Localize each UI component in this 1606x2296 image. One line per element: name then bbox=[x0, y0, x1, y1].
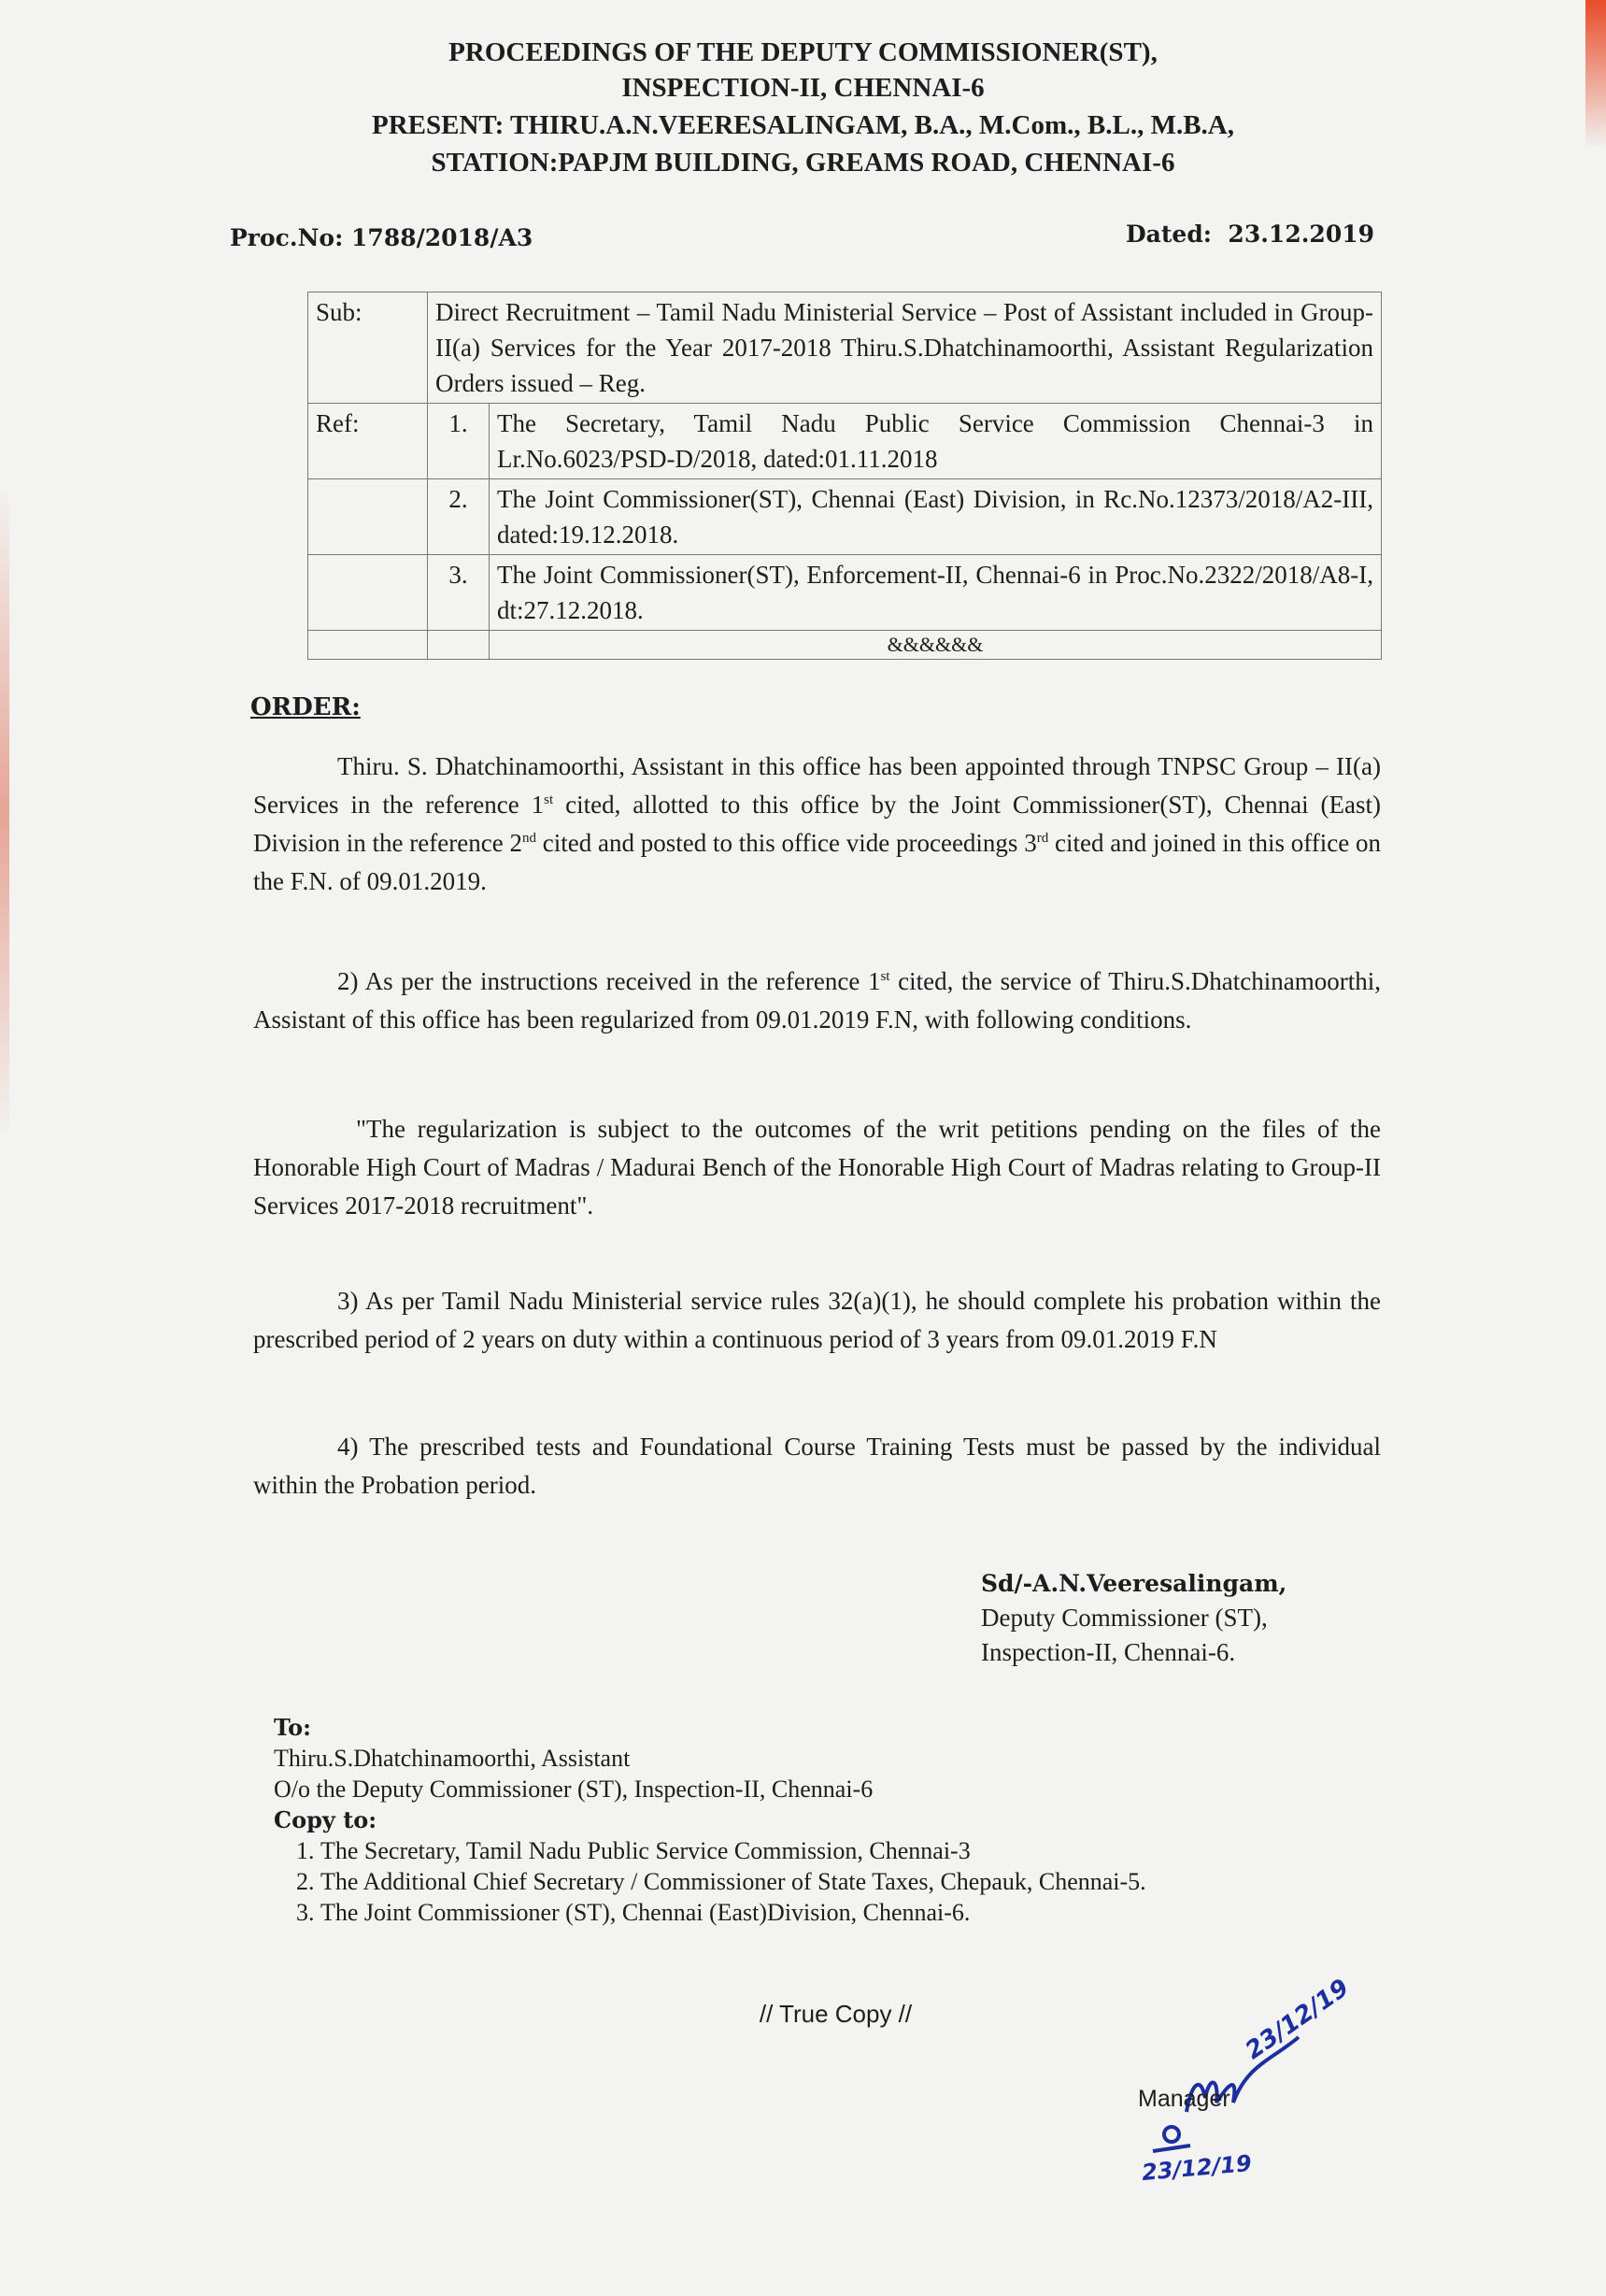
ref-text: The Joint Commissioner(ST), Enforcement-II, Chennai-6 in Proc.No.2322/2018/A8-I, dt:27.12.2018. bbox=[490, 555, 1382, 631]
sub-text: Direct Recruitment – Tamil Nadu Ministerial Service – Post of Assistant included in Group-II(a) Services for the Year 2017-2018 Thiru.S.Dhatchinamoorthi, Assistant Regularization Orders issued – Reg. bbox=[428, 292, 1382, 404]
header-line-3: PRESENT: THIRU.A.N.VEERESALINGAM, B.A., M.Com., B.L., M.B.A, bbox=[372, 110, 1234, 140]
signature-block bbox=[981, 1566, 1286, 1670]
to-label: To: bbox=[274, 1714, 311, 1741]
ref-number: 1. bbox=[428, 404, 490, 479]
copy-to-label: Copy to: bbox=[274, 1806, 377, 1833]
ref-text: The Secretary, Tamil Nadu Public Service Commission Chennai-3 in Lr.No.6023/PSD-D/2018, dated:01.11.2018 bbox=[490, 404, 1382, 479]
copy-to-item: 1. The Secretary, Tamil Nadu Public Service Commission, Chennai-3 bbox=[320, 1835, 1320, 1866]
subject-row bbox=[308, 292, 1382, 404]
ref-number: 3. bbox=[428, 555, 490, 631]
order-paragraph-1: Thiru. S. Dhatchinamoorthi, Assistant in this office has been appointed through TNPSC Group – II(a) Services in the reference 1st cited, allotted to this office by the Joint Commissioner(ST), Chennai (East) Division in the reference 2nd cited and posted to this office vide proceedings 3rd cited and joined in this office on the F.N. of 09.01.2019. bbox=[253, 752, 1381, 895]
reference-row bbox=[308, 479, 1382, 555]
handwritten-date: 23/12/19 bbox=[1141, 2149, 1253, 2187]
true-copy-label: // True Copy // bbox=[759, 2000, 913, 2028]
ref-label: Ref: bbox=[308, 404, 428, 479]
header-line-4: STATION:PAPJM BUILDING, GREAMS ROAD, CHENNAI-6 bbox=[431, 148, 1175, 178]
addressee-block bbox=[274, 1712, 1320, 1928]
signatory-name: Sd/-A.N.Veeresalingam, bbox=[981, 1570, 1287, 1597]
ref-text: The Joint Commissioner(ST), Chennai (East) Division, in Rc.No.12373/2018/A2-III, dated:19.12.2018. bbox=[490, 479, 1382, 555]
signatory-designation: Deputy Commissioner (ST), bbox=[981, 1604, 1268, 1632]
subject-reference-table bbox=[307, 292, 1382, 660]
condition-quote: "The regularization is subject to the outcomes of the writ petitions pending on the files of the Honorable High Court of Madras / Madurai Bench of the Honorable High Court of Madras relating to Group-II Services 2017-2018 recruitment". bbox=[253, 1115, 1381, 1219]
header-line-1: PROCEEDINGS OF THE DEPUTY COMMISSIONER(ST), bbox=[448, 37, 1158, 67]
order-heading: ORDER: bbox=[250, 693, 361, 721]
sub-label: Sub: bbox=[308, 292, 428, 404]
handwritten-initials-date: 23/12/19 bbox=[1240, 1974, 1355, 2065]
copy-to-item: 3. The Joint Commissioner (ST), Chennai (East)Division, Chennai-6. bbox=[320, 1897, 1320, 1928]
copy-to-item: 2. The Additional Chief Secretary / Commissioner of State Taxes, Chepauk, Chennai-5. bbox=[320, 1866, 1320, 1897]
ref-number: 2. bbox=[428, 479, 490, 555]
signatory-office: Inspection-II, Chennai-6. bbox=[981, 1638, 1236, 1666]
order-paragraph-3: 3) As per Tamil Nadu Ministerial service rules 32(a)(1), he should complete his probation within the prescribed period of 2 years on duty within a continuous period of 3 years from 09.01.2019 F.N bbox=[253, 1287, 1381, 1353]
order-paragraph-2: 2) As per the instructions received in the reference 1st cited, the service of Thiru.S.Dhatchinamoorthi, Assistant of this office has been regularized from 09.01.2019 F.N, with following conditions. bbox=[253, 967, 1381, 1034]
order-paragraph-4: 4) The prescribed tests and Foundational Course Training Tests must be passed by the individual within the Probation period. bbox=[253, 1433, 1381, 1499]
separator: &&&&&& bbox=[490, 631, 1382, 660]
to-line-1: Thiru.S.Dhatchinamoorthi, Assistant bbox=[274, 1745, 631, 1772]
to-line-2: O/o the Deputy Commissioner (ST), Inspection-II, Chennai-6 bbox=[274, 1775, 874, 1803]
copy-to-list bbox=[274, 1835, 1320, 1928]
proc-number: Proc.No: 1788/2018/A3 bbox=[230, 224, 533, 251]
reference-row bbox=[308, 404, 1382, 479]
scan-edge-left bbox=[0, 486, 9, 1140]
reference-row bbox=[308, 555, 1382, 631]
handwritten-initial-icon bbox=[1145, 2123, 1201, 2157]
header-line-2: INSPECTION-II, CHENNAI-6 bbox=[621, 73, 985, 103]
dated: Dated: 23.12.2019 bbox=[1125, 221, 1374, 248]
manager-label: Manager bbox=[1138, 2086, 1230, 2112]
